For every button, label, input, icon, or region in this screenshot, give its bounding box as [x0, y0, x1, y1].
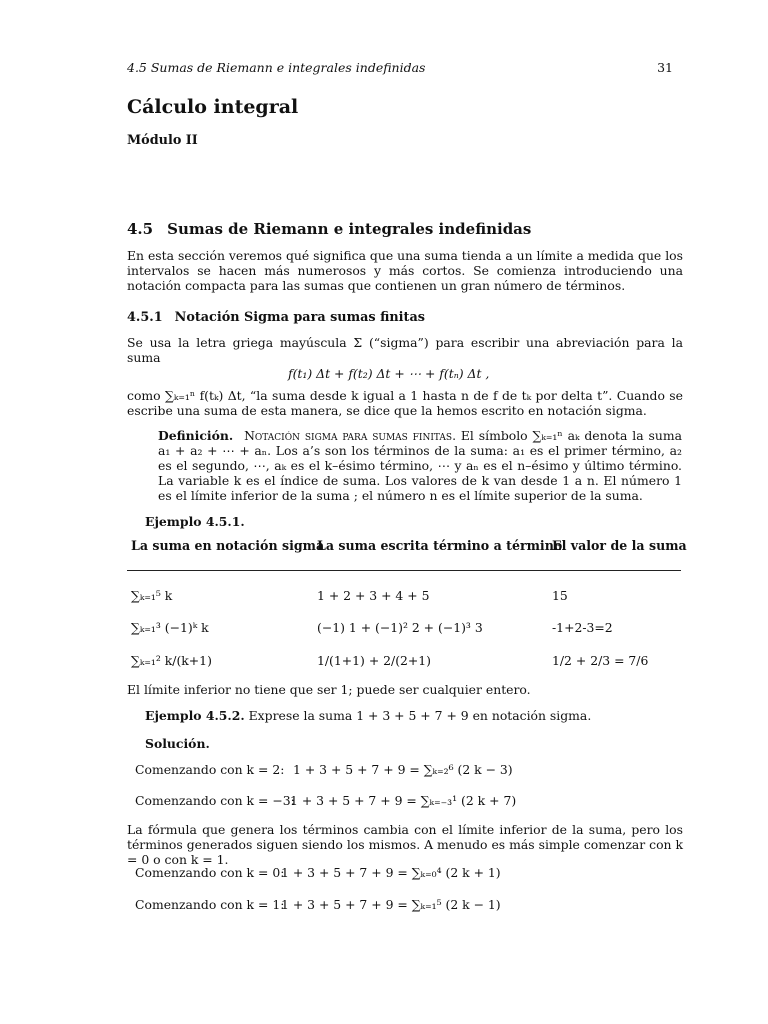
document-title: Cálculo integral — [127, 96, 299, 118]
solution-line-start-1: Comenzando con k = 2: — [135, 762, 285, 777]
table-row-2-value: -1+2-3=2 — [552, 620, 613, 635]
intro-paragraph: En esta sección veremos qué significa que una suma tienda a un límite a medida que los intervalos se hacen más numerosos y más cortos. Se comienza introduciendo una notación compacta para las sumas que contienen un gran número de términos. — [127, 248, 683, 293]
display-equation: f(t₁) Δt + f(t₂) Δt + ⋯ + f(tₙ) Δt , — [288, 366, 490, 381]
formula-note: La fórmula que genera los términos cambia con el límite inferior de la suma, pero los términos generados siguen siendo los mismos. A menudo es más simple comenzar con k = 0 o con k = 1. — [127, 822, 683, 867]
example2-label: Ejemplo 4.5.2. — [145, 708, 245, 723]
lower-limit-note: El límite inferior no tiene que ser 1; puede ser cualquier entero. — [127, 682, 531, 697]
solution-line-expr-1: 1 + 3 + 5 + 7 + 9 = ∑ₖ₌₂⁶ (2 k − 3) — [293, 762, 513, 777]
table-row-2-sigma: ∑ₖ₌₁³ (−1)ᵏ k — [131, 620, 209, 635]
table-row-3-sigma: ∑ₖ₌₁² k/(k+1) — [131, 653, 212, 668]
table-header-sigma: La suma en notación sigma — [131, 538, 325, 553]
definition-heading: Notación sigma para sumas finitas. — [244, 428, 457, 443]
subsection-title: Notación Sigma para sumas finitas — [174, 310, 425, 325]
module-label: Módulo II — [127, 133, 198, 148]
example2-statement: Exprese la suma 1 + 3 + 5 + 7 + 9 en notación sigma. — [248, 708, 592, 723]
example1-label: Ejemplo 4.5.1. — [145, 514, 245, 529]
table-row-2-terms: (−1) 1 + (−1)² 2 + (−1)³ 3 — [317, 620, 483, 635]
section-title: Sumas de Riemann e integrales indefinidas — [167, 220, 532, 238]
definition-label: Definición. — [158, 428, 234, 443]
table-row-1-sigma: ∑ₖ₌₁⁵ k — [131, 588, 173, 603]
table-row-3-value: 1/2 + 2/3 = 7/6 — [552, 653, 649, 668]
table-rule — [127, 570, 681, 571]
solution-line-expr-2: 1 + 3 + 5 + 7 + 9 = ∑ₖ₌₋₃¹ (2 k + 7) — [290, 793, 517, 808]
como-paragraph: como ∑ₖ₌₁ⁿ f(tₖ) Δt, “la suma desde k igual a 1 hasta n de f de tₖ por delta t”. Cuando se escribe una suma de esta manera, se dice que la hemos escrito en notación sigma. — [127, 388, 683, 418]
solution-line-expr-4: 1 + 3 + 5 + 7 + 9 = ∑ₖ₌₁⁵ (2 k − 1) — [281, 897, 501, 912]
running-header — [127, 60, 673, 75]
table-header-terms: La suma escrita término a término — [317, 538, 563, 553]
table-row-1-terms: 1 + 2 + 3 + 4 + 5 — [317, 588, 430, 603]
solution-line-start-3: Comenzando con k = 0: — [135, 865, 285, 880]
solution-line-start-4: Comenzando con k = 1: — [135, 897, 285, 912]
table-row-3-terms: 1/(1+1) + 2/(2+1) — [317, 653, 432, 668]
table-row-1-value: 15 — [552, 588, 568, 603]
running-title: 4.5 Sumas de Riemann e integrales indefinidas — [127, 60, 426, 75]
solution-line-expr-3: 1 + 3 + 5 + 7 + 9 = ∑ₖ₌₀⁴ (2 k + 1) — [281, 865, 501, 880]
section-number: 4.5 — [127, 220, 154, 238]
section-heading — [127, 222, 545, 237]
solution-label: Solución. — [145, 736, 210, 751]
table-header-value: El valor de la suma — [552, 538, 687, 553]
subsection-number: 4.5.1 — [127, 310, 163, 325]
subsection-heading — [127, 310, 437, 325]
definition-body: El símbolo ∑ₖ₌₁ⁿ aₖ denota la suma a₁ + a₂ + ⋯ + aₙ. Los a’s son los términos de la suma: a₁ es el primer término, a₂ es el segundo, ⋯, aₖ es el k–ésimo término, ⋯ y aₙ es el n–ésimo y último término. La variable k es el índice de suma. Los valores de k van desde 1 a n. El número 1 es el límite inferior de la suma ; el número n es el límite superior de la suma. — [158, 428, 682, 503]
definition-block — [158, 428, 682, 503]
sigma-intro: Se usa la letra griega mayúscula Σ (“sigma”) para escribir una abreviación para la suma — [127, 335, 683, 365]
example2-block — [145, 708, 591, 723]
page-number: 31 — [657, 60, 673, 75]
solution-line-start-2: Comenzando con k = −3: — [135, 793, 295, 808]
